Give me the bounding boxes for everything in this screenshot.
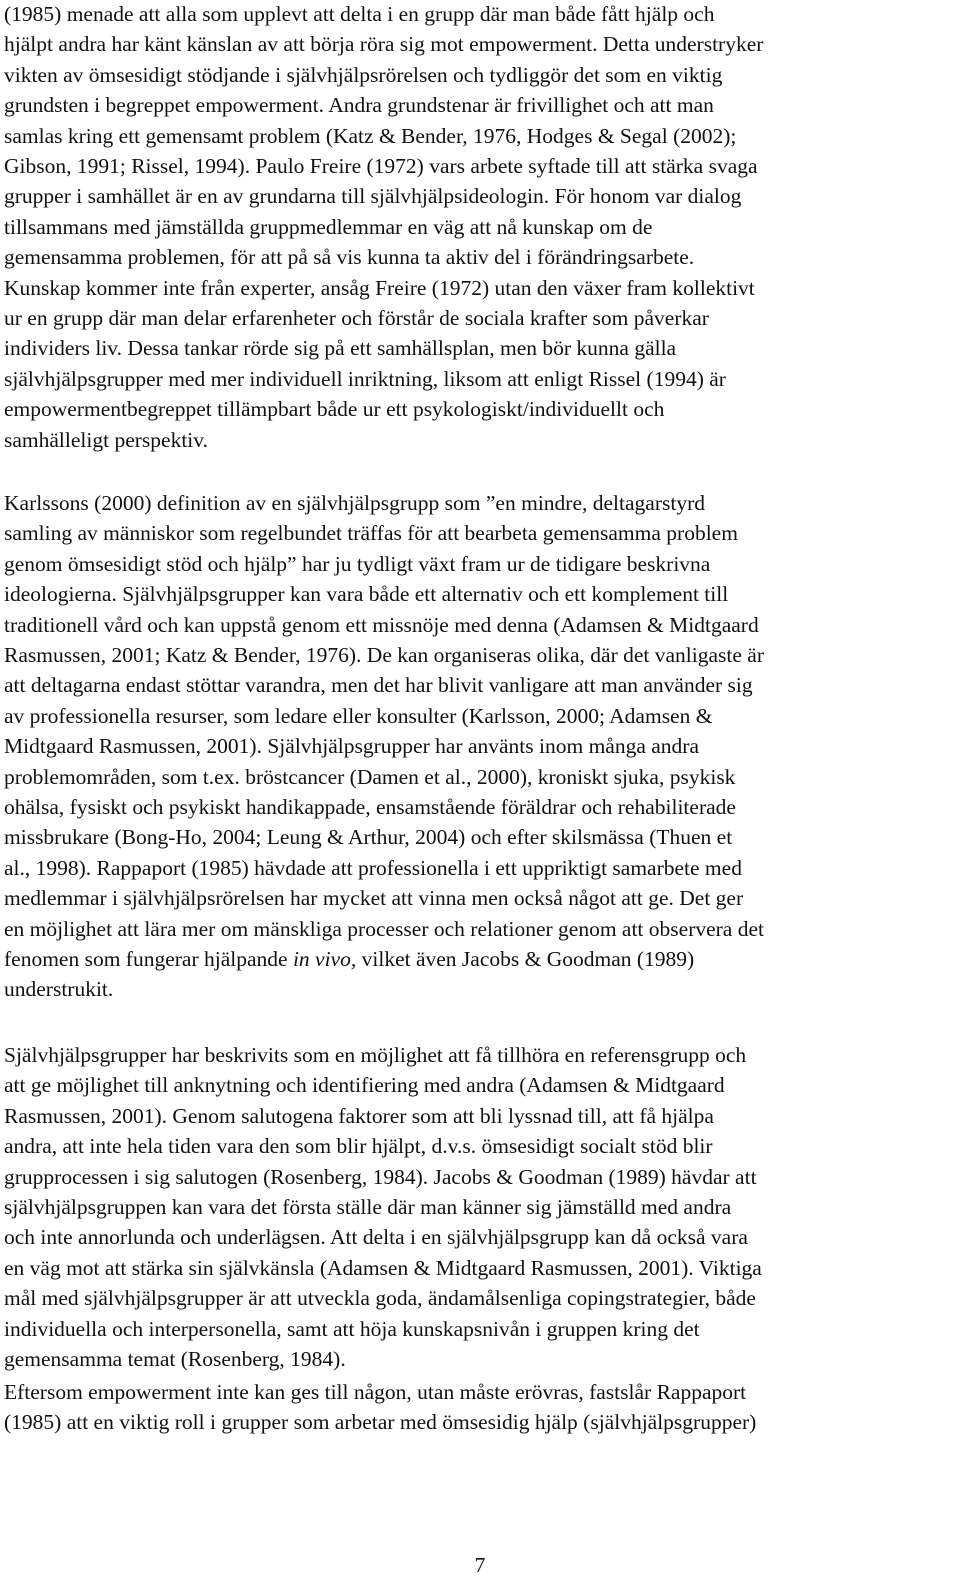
text-line xyxy=(4,303,709,333)
text-segment: Eftersom empowerment inte kan ges till någon, utan måste erövras, fastslår Rappaport xyxy=(4,1380,747,1404)
text-segment: en möjlighet att lära mer om mänskliga processer och relationer genom att observera det xyxy=(4,916,764,941)
text-line xyxy=(4,1222,748,1252)
text-segment: fenomen som fungerar hjälpande xyxy=(4,947,293,971)
text-line xyxy=(4,670,753,700)
text-segment: grundsten i begreppet empowerment. Andra grundstenar är frivillighet och att man xyxy=(4,93,714,118)
text-segment: att ge möjlighet till anknytning och identifiering med andra (Adamsen & Midtgaard xyxy=(4,1073,725,1098)
text-segment: grupprocessen i sig salutogen (Rosenberg, 1984). Jacobs & Goodman (1989) hävdar att xyxy=(4,1164,757,1189)
text-line xyxy=(4,610,759,640)
text-segment: ur en grupp där man delar erfarenheter och förstår de sociala krafter som påverkar xyxy=(4,306,709,330)
text-segment: problemområden, som t.ex. bröstcancer (Damen et al., 2000), kroniskt sjuka, psykisk xyxy=(4,764,736,789)
text-line xyxy=(4,121,736,151)
text-segment: Midtgaard Rasmussen, 2001). Självhjälpsgrupper har använts inom många andra xyxy=(4,734,700,759)
text-segment: traditionell vård och kan uppstå genom ett missnöje med denna (Adamsen & Midtgaard xyxy=(4,612,759,637)
text-segment: al., 1998). Rappaport (1985) hävdade att professionella i ett uppriktigt samarbete med xyxy=(4,855,742,880)
text-segment: av professionella resurser, som ledare eller konsulter (Karlsson, 2000; Adamsen & xyxy=(4,703,713,728)
text-segment: att deltagarna endast stöttar varandra, men det har blivit vanligare att man använder sig xyxy=(4,673,753,698)
text-segment: och inte annorlunda och underlägsen. Att delta i en självhjälpsgrupp kan då också vara xyxy=(4,1225,748,1250)
text-line xyxy=(4,273,755,303)
text-line xyxy=(4,1253,762,1283)
text-line xyxy=(4,242,694,272)
text-segment: (1985) menade att alla som upplevt att delta i en grupp där man både fått hjälp och xyxy=(4,2,715,26)
text-segment: andra, att inte hela tiden vara den som blir hjälpt, d.v.s. ömsesidigt socialt stöd blir xyxy=(4,1134,713,1159)
italic-text: in vivo, xyxy=(292,947,357,971)
text-line xyxy=(4,914,764,944)
text-line xyxy=(4,822,732,852)
text-segment: tillsammans med jämställda gruppmedlemmar en väg att nå kunskap om de xyxy=(4,214,653,239)
text-line xyxy=(4,1407,756,1437)
text-segment: samhälleligt perspektiv. xyxy=(4,427,208,452)
text-line xyxy=(4,394,664,424)
text-segment: individuella och interpersonella, samt att höja kunskapsnivån i gruppen kring det xyxy=(4,1316,700,1341)
text-segment: vilket även Jacobs & Goodman (1989) xyxy=(356,947,695,971)
text-segment: Karlssons (2000) definition av en självhjälpsgrupp som ”en mindre, deltagarstyrd xyxy=(4,491,705,515)
text-line xyxy=(4,151,758,181)
text-line xyxy=(4,883,743,913)
text-line xyxy=(4,364,726,394)
text-segment: missbrukare (Bong-Ho, 2004; Leung & Arthur, 2004) och efter skilsmässa (Thuen et xyxy=(4,825,733,850)
text-segment: genom ömsesidigt stöd och hjälp” har ju tydligt växt fram ur de tidigare beskrivna xyxy=(4,551,711,576)
text-line xyxy=(4,90,714,120)
text-segment: empowermentbegreppet tillämpbart både ur ett psykologiskt/individuellt och xyxy=(4,397,665,422)
text-line xyxy=(4,549,710,579)
page-number: 7 xyxy=(474,1553,486,1577)
text-line xyxy=(4,1344,346,1374)
text-line xyxy=(4,974,113,1004)
text-line xyxy=(4,853,742,883)
text-segment: Rasmussen, 2001; Katz & Bender, 1976). De kan organiseras olika, där det vanligaste är xyxy=(4,643,764,667)
text-segment: gemensamma problemen, för att på så vis kunna ta aktiv del i förändringsarbete. xyxy=(4,245,695,270)
text-segment: självhjälpsgruppen kan vara det första ställe där man känner sig jämställd med andra xyxy=(4,1195,732,1219)
text-line xyxy=(4,579,728,609)
text-line xyxy=(4,1040,746,1070)
text-segment: understrukit. xyxy=(4,977,114,1002)
text-line xyxy=(4,1101,714,1131)
text-segment: mål med självhjälpsgrupper är att utveckla goda, ändamålsenliga copingstrategier, både xyxy=(4,1286,756,1311)
text-segment: ohälsa, fysiskt och psykiskt handikappade, ensamstående föräldrar och rehabiliterade xyxy=(4,795,736,819)
text-line xyxy=(4,640,764,670)
text-line xyxy=(4,792,736,822)
text-line xyxy=(4,181,741,211)
text-line xyxy=(4,0,714,29)
text-segment: (1985) att en viktig roll i grupper som arbetar med ömsesidig hjälp (självhjälpsgrupper) xyxy=(4,1410,757,1435)
text-segment: Rasmussen, 2001). Genom salutogena faktorer som att bli lyssnad till, att få hjälpa xyxy=(4,1103,714,1128)
text-line xyxy=(4,1192,731,1222)
text-line xyxy=(4,1070,725,1100)
text-segment: grupper i samhället är en av grundarna till självhjälpsideologin. För honom var dialog xyxy=(4,184,742,209)
text-line xyxy=(4,1283,756,1313)
text-segment: självhjälpsgrupper med mer individuell inriktning, liksom att enligt Rissel (1994) är xyxy=(4,366,726,391)
text-segment: medlemmar i självhjälpsrörelsen har mycket att vinna men också något att ge. Det ger xyxy=(4,886,744,911)
text-line xyxy=(4,518,738,548)
text-segment: gemensamma temat (Rosenberg, 1984). xyxy=(4,1347,346,1371)
text-line xyxy=(4,488,705,518)
text-segment: samling av människor som regelbundet träffas för att bearbeta gemensamma problem xyxy=(4,521,738,546)
text-line xyxy=(4,1162,757,1192)
text-line xyxy=(4,425,208,455)
text-segment: Självhjälpsgrupper har beskrivits som en möjlighet att få tillhöra en referensgrupp och xyxy=(4,1043,747,1067)
text-line xyxy=(4,1314,700,1344)
text-line xyxy=(4,701,712,731)
text-line xyxy=(4,731,699,761)
text-segment: Kunskap kommer inte från experter, ansåg Freire (1972) utan den växer fram kollektivt xyxy=(4,275,755,300)
text-line xyxy=(4,333,676,363)
text-line xyxy=(4,1377,746,1407)
text-segment: ideologierna. Självhjälpsgrupper kan vara både ett alternativ och ett komplement till xyxy=(4,582,729,607)
text-segment: Gibson, 1991; Rissel, 1994). Paulo Freire (1972) vars arbete syftade till att stärka svaga xyxy=(4,154,758,178)
text-line xyxy=(4,212,652,242)
text-line xyxy=(4,29,763,59)
text-segment: en väg mot att stärka sin självkänsla (Adamsen & Midtgaard Rasmussen, 2001). Viktiga xyxy=(4,1255,762,1280)
text-line xyxy=(4,1131,713,1161)
text-line xyxy=(4,762,735,792)
text-segment: individers liv. Dessa tankar rörde sig på ett samhällsplan, men bör kunna gälla xyxy=(4,336,677,361)
text-segment: samlas kring ett gemensamt problem (Katz & Bender, 1976, Hodges & Segal (2002); xyxy=(4,123,737,148)
text-segment: vikten av ömsesidigt stödjande i självhjälpsrörelsen och tydliggör det som en viktig xyxy=(4,62,723,87)
text-line xyxy=(4,944,694,974)
text-segment: hjälpt andra har känt känslan av att börja röra sig mot empowerment. Detta understryker xyxy=(4,32,764,57)
text-line xyxy=(4,60,722,90)
